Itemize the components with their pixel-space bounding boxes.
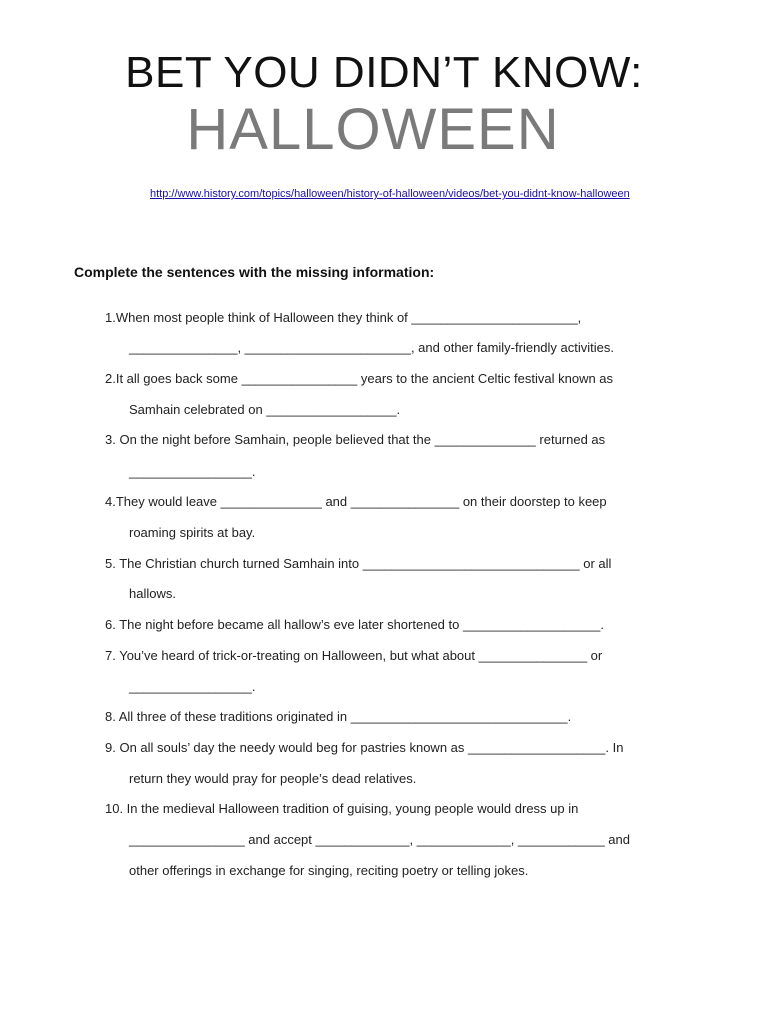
question-7-line-1: 7. You’ve heard of trick-or-treating on Halloween, but what about _______________ or — [105, 648, 603, 663]
title-line-1: BET YOU DIDN’T KNOW: — [125, 48, 643, 97]
question-7-line-2: _________________. — [129, 679, 256, 694]
question-1-line-1: 1.When most people think of Halloween they think of _______________________, — [105, 310, 582, 325]
instructions-heading: Complete the sentences with the missing information: — [74, 264, 435, 280]
video-link[interactable]: http://www.history.com/topics/halloween/history-of-halloween/videos/bet-you-didnt-know-halloween — [150, 188, 630, 200]
question-3-line-1: 3. On the night before Samhain, people believed that the ______________ returned as — [105, 432, 606, 447]
question-10-line-1: 10. In the medieval Halloween tradition of guising, young people would dress up in — [105, 801, 579, 816]
question-4-line-2: roaming spirits at bay. — [129, 525, 256, 540]
title-line-2: HALLOWEEN — [186, 97, 560, 162]
question-4-line-1: 4.They would leave ______________ and _______________ on their doorstep to keep — [105, 494, 607, 509]
question-9-line-1: 9. On all souls’ day the needy would beg for pastries known as ___________________. In — [105, 740, 624, 755]
question-1-line-2: _______________, _______________________, and other family-friendly activities. — [129, 340, 614, 355]
question-8-line-1: 8. All three of these traditions originated in ______________________________. — [105, 709, 572, 724]
question-6-line-1: 6. The night before became all hallow’s eve later shortened to ___________________. — [105, 617, 604, 632]
question-5-line-2: hallows. — [129, 586, 176, 601]
question-2-line-2: Samhain celebrated on __________________. — [129, 402, 401, 417]
question-2-line-1: 2.It all goes back some ________________ years to the ancient Celtic festival known as — [105, 371, 614, 386]
question-3-line-2: _________________. — [129, 464, 256, 479]
question-9-line-2: return they would pray for people’s dead relatives. — [129, 771, 417, 786]
question-10-line-2: ________________ and accept _____________, _____________, ____________ and — [129, 832, 630, 847]
question-10-line-3: other offerings in exchange for singing, reciting poetry or telling jokes. — [129, 863, 529, 878]
question-5-line-1: 5. The Christian church turned Samhain into ______________________________ or all — [105, 556, 612, 571]
